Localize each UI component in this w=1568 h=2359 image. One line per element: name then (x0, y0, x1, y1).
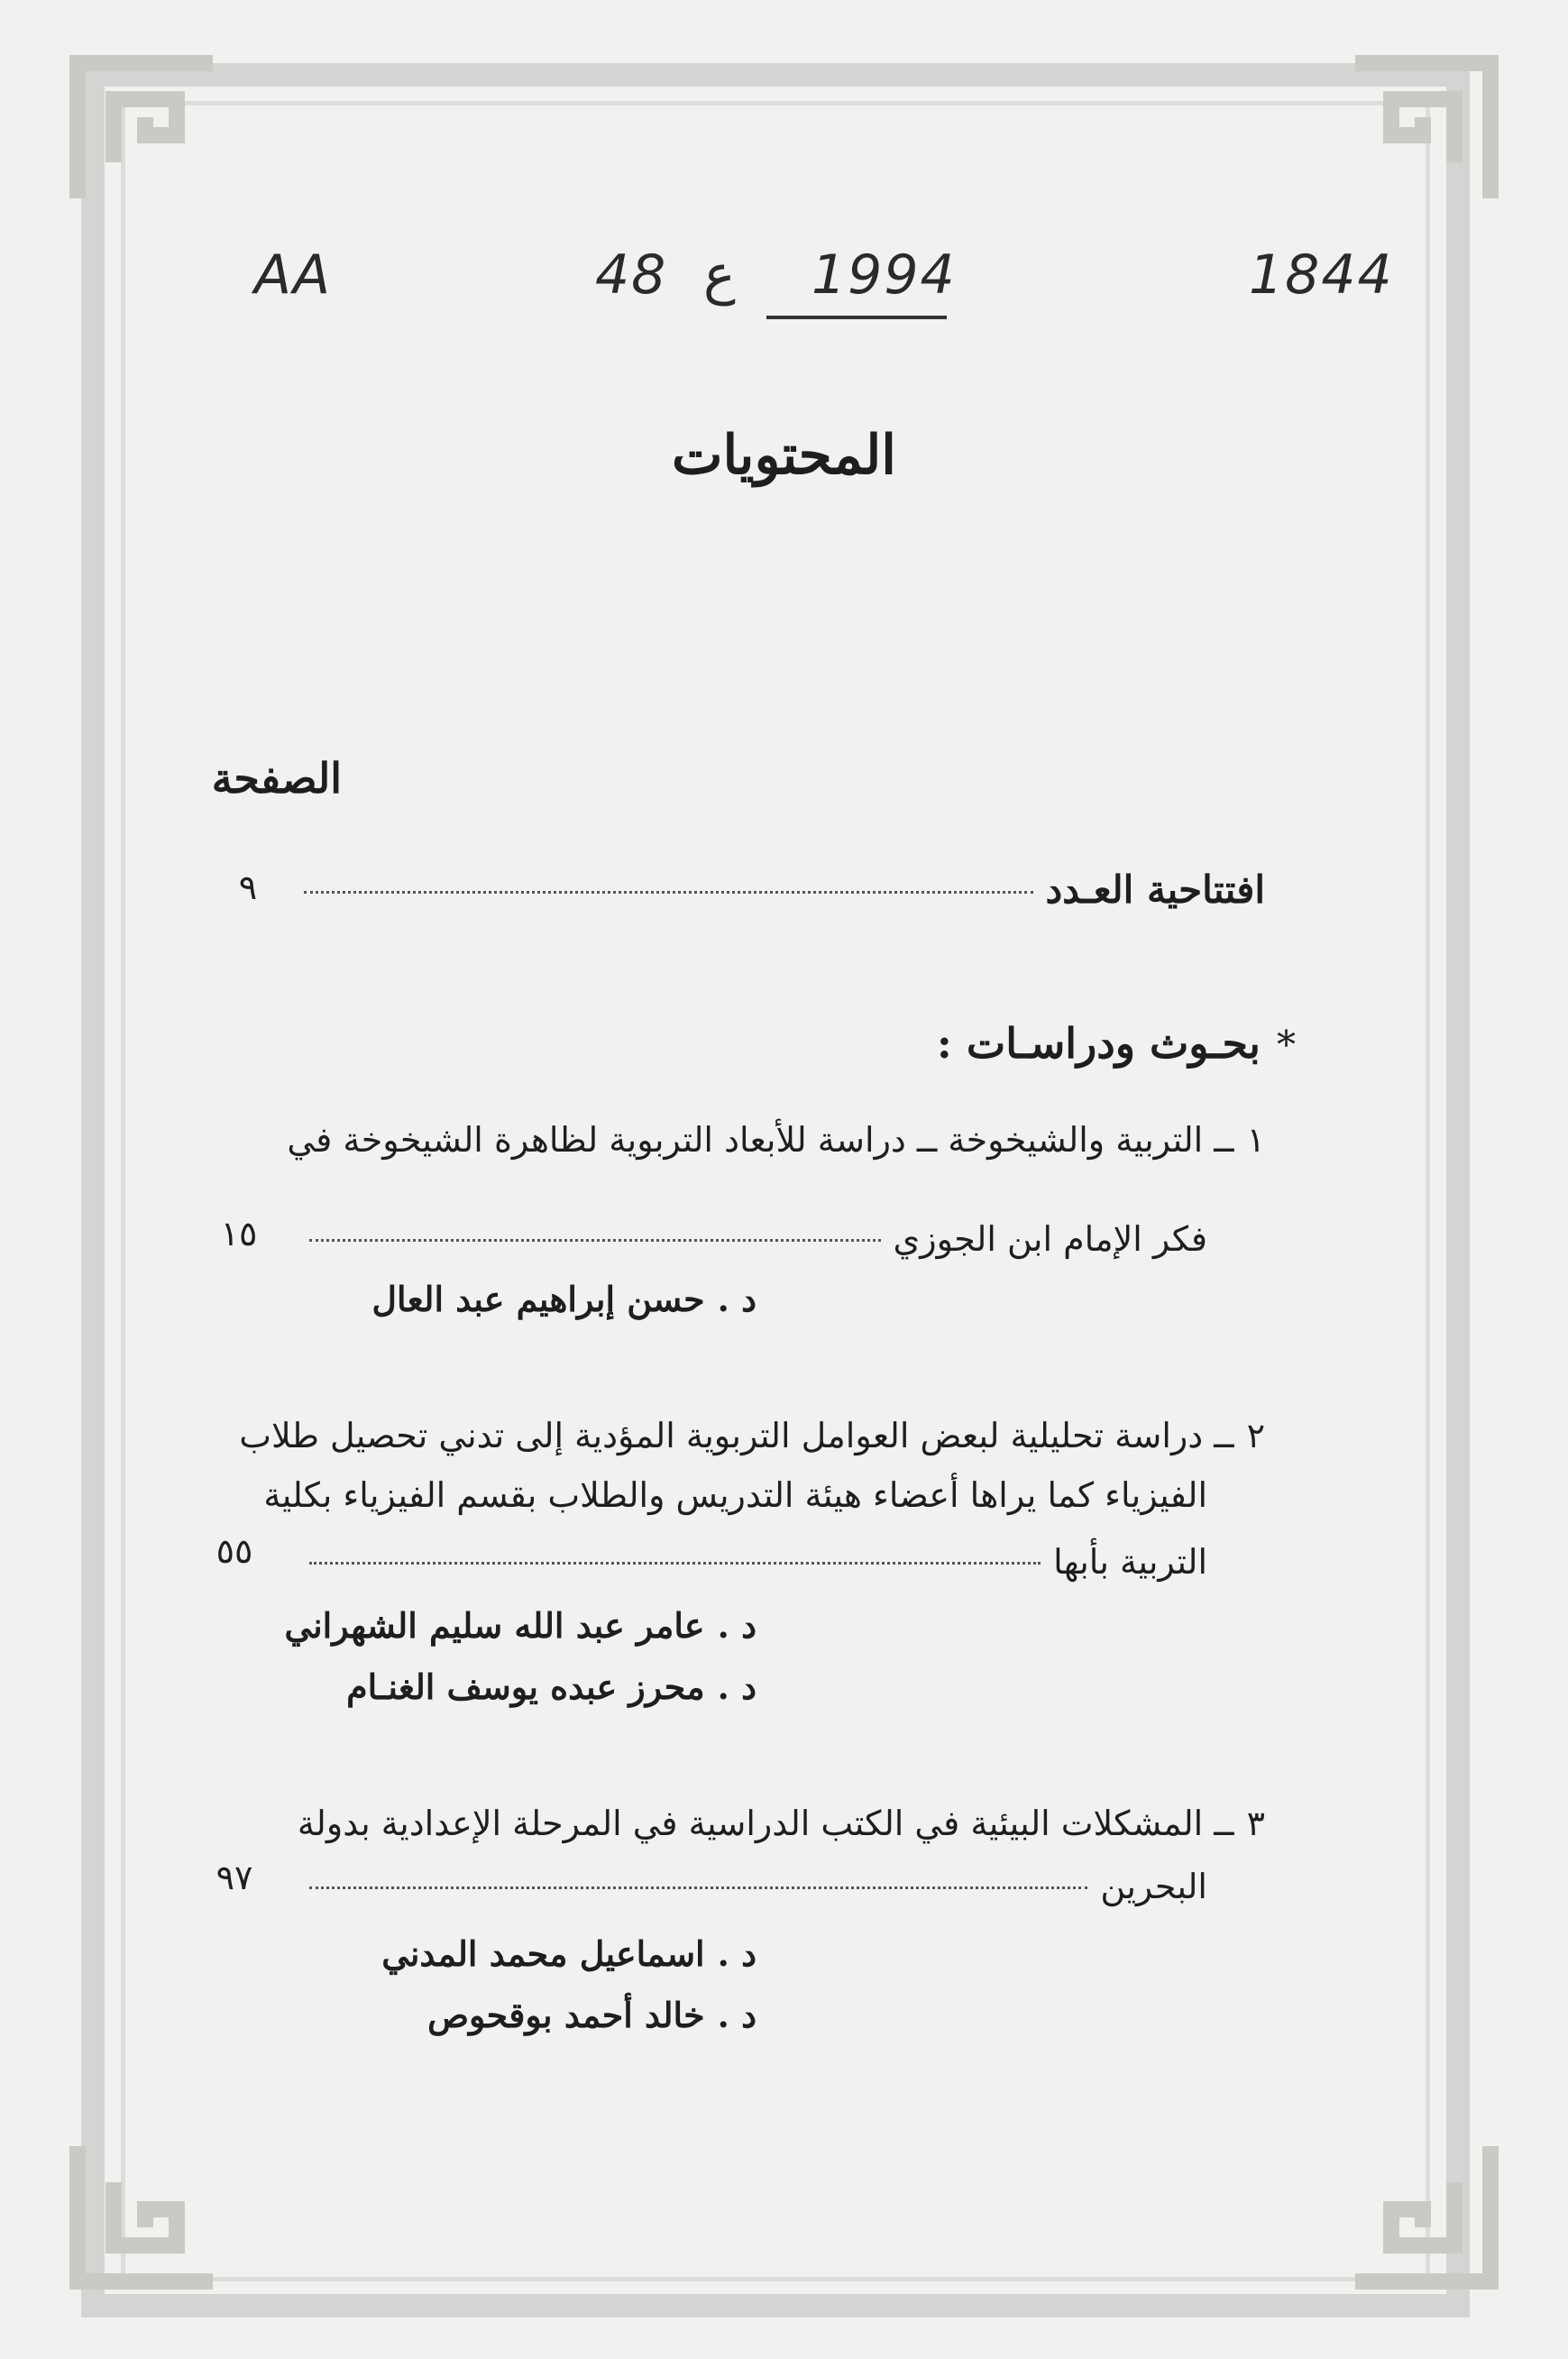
leader-dots (309, 1239, 881, 1242)
article-2-number: ٢ (1246, 1416, 1265, 1455)
article-2-author-2: د .محرز عبده يوسف الغنـام (346, 1666, 756, 1707)
handwritten-number: 1844 (1249, 243, 1394, 307)
section-heading (937, 1019, 1296, 1068)
article-3-title-line-2: البحرين (1100, 1867, 1207, 1906)
article-1-number: ١ (1246, 1120, 1265, 1160)
article-1-page-number: ١٥ (220, 1214, 258, 1253)
star-bullet: * (1277, 1023, 1296, 1067)
article-3-author-1: د .اسماعيل محمد المدني (381, 1933, 756, 1974)
article-1-line-1: ١ــ التربية والشيخوخة ــ دراسة للأبعاد التربوية لظاهرة الشيخوخة في (287, 1120, 1265, 1160)
article-3-title-line-1: المشكلات البيئية في الكتب الدراسية في المرحلة الإعدادية بدولة (297, 1804, 1204, 1843)
toc-entry-editorial (291, 867, 1265, 922)
leader-dots (309, 1886, 1087, 1889)
article-3-page-number: ٩٧ (215, 1858, 253, 1897)
handwritten-year: 1994 (812, 243, 957, 307)
corner-ornament-bottom-right (1337, 2128, 1508, 2299)
section-heading-label: بحـوث ودراسـات : (936, 1019, 1261, 1068)
article-3-number: ٣ (1246, 1804, 1265, 1843)
handwritten-volume: 48 (595, 243, 668, 307)
page-title: المحتويات (672, 424, 896, 487)
handwritten-underline (766, 316, 947, 319)
leader-dots (309, 1562, 1041, 1565)
article-3-author-2: د .خالد أحمد بوقحوص (427, 1995, 756, 2035)
article-2-title-line-1: دراسة تحليلية لبعض العوامل التربوية المؤدية إلى تدني تحصيل طلاب (239, 1416, 1204, 1455)
article-2-page-number: ٥٥ (215, 1531, 253, 1571)
article-2-line-3 (297, 1542, 1207, 1596)
leader-dots (304, 891, 1033, 894)
article-2-line-2: الفيزياء كما يراها أعضاء هيئة التدريس والطلاب بقسم الفيزياء بكلية (263, 1475, 1207, 1515)
article-2-title-line-3: التربية بأبها (1053, 1542, 1207, 1582)
article-1-title-line-2: فكر الإمام ابن الجوزي (893, 1219, 1207, 1259)
article-1-author-1: د .حسن إبراهيم عبد العال (371, 1279, 756, 1319)
author-title: د . (717, 1279, 756, 1319)
handwritten-mark-left: AA (254, 243, 333, 307)
article-2-line-1: ٢ــ دراسة تحليلية لبعض العوامل التربوية المؤدية إلى تدني تحصيل طلاب (239, 1416, 1265, 1455)
corner-ornament-top-right (1337, 45, 1508, 216)
article-2-author-1: د .عامر عبد الله سليم الشهراني (284, 1605, 756, 1646)
handwritten-issue-letter: ع (703, 243, 736, 307)
corner-ornament-bottom-left (60, 2128, 231, 2299)
article-1-title-line-1: التربية والشيخوخة ــ دراسة للأبعاد التربوية لظاهرة الشيخوخة في (287, 1120, 1204, 1160)
article-1-line-2 (297, 1219, 1207, 1273)
page-column-header: الصفحة (211, 754, 342, 803)
article-3-line-1: ٣ــ المشكلات البيئية في الكتب الدراسية في المرحلة الإعدادية بدولة (297, 1804, 1265, 1843)
editorial-page-number: ٩ (238, 867, 258, 907)
corner-ornament-top-left (60, 45, 231, 216)
article-3-line-2 (297, 1867, 1207, 1921)
editorial-label: افتتاحية العـدد (1045, 867, 1265, 912)
